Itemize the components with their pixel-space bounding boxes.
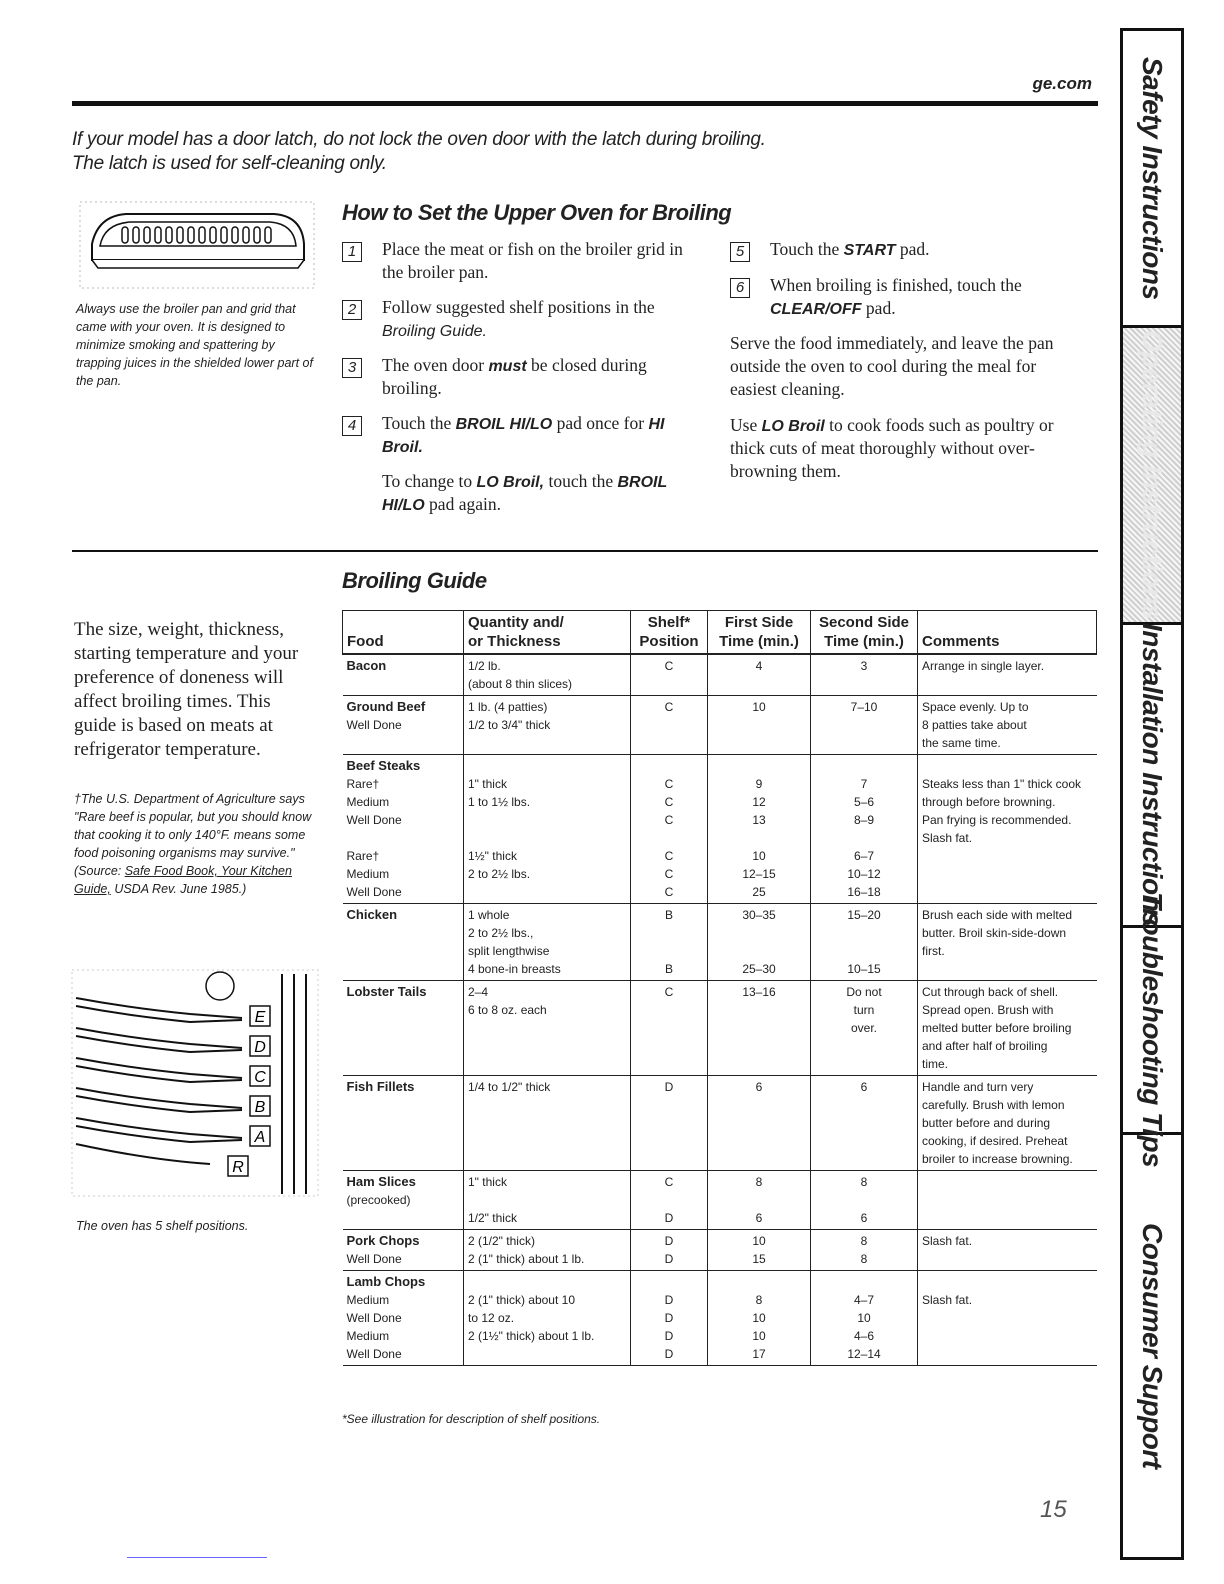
oven-rack (76, 1096, 242, 1112)
table-row (343, 654, 1097, 696)
table-row (343, 1076, 1097, 1171)
lo-broil-use-paragraph: Use LO Broil to cook foods such as poultry or thick cuts of meat thoroughly without over-browning them. (730, 415, 1054, 481)
step-2-number: 2 (342, 300, 362, 320)
table-row (343, 1171, 1097, 1230)
guide-intro: The size, weight, thickness, starting temperature and your preference of doneness will affect broiling times. This guide is based on meats at refrigerator temperature. (74, 619, 299, 760)
oven-caption: The oven has 5 shelf positions. (76, 1219, 249, 1233)
serve-paragraph: Serve the food immediately, and leave the pan outside the oven to cool during the meal for easiest cleaning. (730, 333, 1054, 399)
quantity-cell: 1" thick 1 to 1½ lbs. 1½" thick 2 to 2½ lbs. (464, 755, 631, 904)
step-5-text: Touch the START pad. (770, 239, 930, 259)
step-6-text: When broiling is finished, touch the CLEAR/OFF pad. (770, 275, 1022, 318)
food-cell: Lamb Chops Medium Well Done Medium Well Done (343, 1271, 464, 1366)
lo-broil-change: To change to LO Broil, touch the BROIL HI/LO pad again. (382, 471, 667, 514)
second-side-cell: 6 (811, 1076, 918, 1171)
shelf-cell: C (631, 654, 708, 696)
quantity-cell: 1 lb. (4 patties) 1/2 to 3/4" thick (464, 696, 631, 755)
comments-cell: Steaks less than 1" thick cook through before browning. Pan frying is recommended. Slash fat. (918, 755, 1097, 904)
second-side-cell: 15–20 10–15 (811, 904, 918, 981)
step-2-text: Follow suggested shelf positions in the Broiling Guide. (382, 297, 655, 340)
step-5-number: 5 (730, 242, 750, 262)
table-row (343, 1271, 1097, 1366)
broiler-pan-caption: Always use the broiler pan and grid that came with your oven. It is designed to minimize smoking and spattering by trapping juices in the shielded lower part of the pan. (76, 302, 313, 388)
table-row (343, 696, 1097, 755)
second-side-cell: 8 6 (811, 1171, 918, 1230)
table-header-row (343, 611, 1097, 655)
oven-rack (76, 1126, 242, 1142)
table-row (343, 755, 1097, 904)
warning-line-1: If your model has a door latch, do not lock the oven door with the latch during broiling. (72, 129, 766, 150)
broiling-guide-title: Broiling Guide (342, 568, 487, 593)
usda-note: †The U.S. Department of Agriculture says "Rare beef is popular, but you should know that cooking it to only 140°F. means some food poisoning organisms may survive." (Source: Safe Food Book, Your Kitchen Guide, USDA Rev. June 1985.) (74, 792, 312, 896)
quantity-cell: 2 (1/2" thick) 2 (1" thick) about 1 lb. (464, 1230, 631, 1271)
second-side-cell: 3 (811, 654, 918, 696)
tab-safety-instructions[interactable]: Safety Instructions (1123, 31, 1181, 328)
step-6-number: 6 (730, 278, 750, 298)
shelf-label: E (254, 1009, 266, 1026)
step-3-text: The oven door must be closed during broiling. (382, 355, 647, 398)
shelf-footnote: *See illustration for description of shelf positions. (342, 1412, 601, 1426)
header-quantity: Quantity and/ or Thickness (464, 611, 631, 655)
oven-rack (76, 1144, 210, 1164)
section-tabs (1120, 28, 1184, 1560)
food-cell: Ground Beef Well Done (343, 696, 464, 755)
step-4-text: Touch the BROIL HI/LO pad once for HI Broil. (382, 413, 665, 456)
comments-cell: Space evenly. Up to 8 patties take about the same time. (918, 696, 1097, 755)
oven-shelves-illustration (70, 968, 320, 1198)
latch-warning (72, 128, 872, 176)
second-side-cell: 7 5–6 8–9 6–7 10–12 16–18 (811, 755, 918, 904)
shelf-cell: D (631, 1076, 708, 1171)
oven-rack (76, 1118, 242, 1138)
shelf-label: C (254, 1069, 266, 1086)
top-rule (72, 101, 1098, 106)
shelf-cell: D D D D (631, 1271, 708, 1366)
oven-rack (76, 1058, 242, 1078)
broiler-pan-illustration (78, 200, 316, 290)
shelf-label: B (254, 1099, 266, 1116)
header-comments: Comments (918, 611, 1097, 655)
first-side-cell: 4 (708, 654, 811, 696)
shelf-label: A (254, 1129, 266, 1146)
header-first-side: First Side Time (min.) (708, 611, 811, 655)
shelf-cell: C C C C C C (631, 755, 708, 904)
shelf-cell: C (631, 981, 708, 1076)
second-side-cell: Do not turn over. (811, 981, 918, 1076)
quantity-cell: 1 whole 2 to 2½ lbs., split lengthwise 4 bone-in breasts (464, 904, 631, 981)
second-side-cell: 7–10 (811, 696, 918, 755)
comments-cell: Slash fat. (918, 1230, 1097, 1271)
shelf-cell: B B (631, 904, 708, 981)
quantity-cell: 2–4 6 to 8 oz. each (464, 981, 631, 1076)
step-1-text: Place the meat or fish on the broiler grid in the broiler pan. (382, 239, 683, 282)
tab-installation-instructions[interactable]: Installation Instructions (1123, 625, 1181, 928)
oven-rack (76, 1088, 242, 1108)
oven-rack (76, 998, 242, 1018)
shelf-cell: C (631, 696, 708, 755)
oven-rack (76, 1028, 242, 1048)
comments-cell: Cut through back of shell. Spread open. Brush with melted butter before broiling and after half of broiling time. (918, 981, 1097, 1076)
bottom-link-line (127, 1557, 267, 1558)
food-cell: Beef Steaks Rare† Medium Well Done Rare† Medium Well Done (343, 755, 464, 904)
header-second-side: Second Side Time (min.) (811, 611, 918, 655)
quantity-cell: 2 (1" thick) about 10 to 12 oz. 2 (1½" thick) about 1 lb. (464, 1271, 631, 1366)
first-side-cell: 10 (708, 696, 811, 755)
oven-rack (76, 1066, 242, 1082)
oven-rack (76, 1006, 242, 1022)
shelf-label: D (254, 1039, 266, 1056)
food-cell: Ham Slices (precooked) (343, 1171, 464, 1230)
tab-troubleshooting-tips[interactable]: Troubleshooting Tips (1123, 928, 1181, 1135)
food-cell: Pork Chops Well Done (343, 1230, 464, 1271)
tab-consumer-support[interactable]: Consumer Support (1137, 1223, 1168, 1469)
first-side-cell: 8 6 (708, 1171, 811, 1230)
shelf-cell: D D (631, 1230, 708, 1271)
table-row (343, 1230, 1097, 1271)
comments-cell: Slash fat. (918, 1271, 1097, 1366)
quantity-cell: 1/4 to 1/2" thick (464, 1076, 631, 1171)
step-4-number: 4 (342, 416, 362, 436)
comments-cell (918, 1171, 1097, 1230)
first-side-cell: 30–35 25–30 (708, 904, 811, 981)
first-side-cell: 8 10 10 17 (708, 1271, 811, 1366)
header-food: Food (343, 611, 464, 655)
second-side-cell: 4–7 10 4–6 12–14 (811, 1271, 918, 1366)
warning-line-2: The latch is used for self-cleaning only. (72, 153, 387, 174)
step-1-number: 1 (342, 242, 362, 262)
site-url: ge.com (1032, 74, 1092, 93)
section-rule (72, 550, 1098, 552)
food-cell: Fish Fillets (343, 1076, 464, 1171)
page-number: 15 (1040, 1496, 1067, 1523)
table-row (343, 981, 1097, 1076)
second-side-cell: 8 8 (811, 1230, 918, 1271)
tab-operating-instructions[interactable]: Operating Instructions (1123, 328, 1181, 625)
shelf-label: R (232, 1159, 244, 1176)
oven-rack (76, 1036, 242, 1052)
how-to-title: How to Set the Upper Oven for Broiling (342, 200, 732, 225)
comments-cell: Handle and turn very carefully. Brush with lemon butter before and during cooking, if desired. Preheat broiler to increase browning. (918, 1076, 1097, 1171)
shelf-cell: C D (631, 1171, 708, 1230)
comments-cell: Arrange in single layer. (918, 654, 1097, 696)
food-cell: Lobster Tails (343, 981, 464, 1076)
header-shelf: Shelf* Position (631, 611, 708, 655)
quantity-cell: 1/2 lb. (about 8 thin slices) (464, 654, 631, 696)
table-row (343, 904, 1097, 981)
first-side-cell: 9 12 13 10 12–15 25 (708, 755, 811, 904)
quantity-cell: 1" thick 1/2" thick (464, 1171, 631, 1230)
first-side-cell: 13–16 (708, 981, 811, 1076)
first-side-cell: 10 15 (708, 1230, 811, 1271)
comments-cell: Brush each side with melted butter. Broil skin-side-down first. (918, 904, 1097, 981)
step-3-number: 3 (342, 358, 362, 378)
food-cell: Bacon (343, 654, 464, 696)
broiling-guide-table (342, 610, 1097, 1366)
first-side-cell: 6 (708, 1076, 811, 1171)
food-cell: Chicken (343, 904, 464, 981)
